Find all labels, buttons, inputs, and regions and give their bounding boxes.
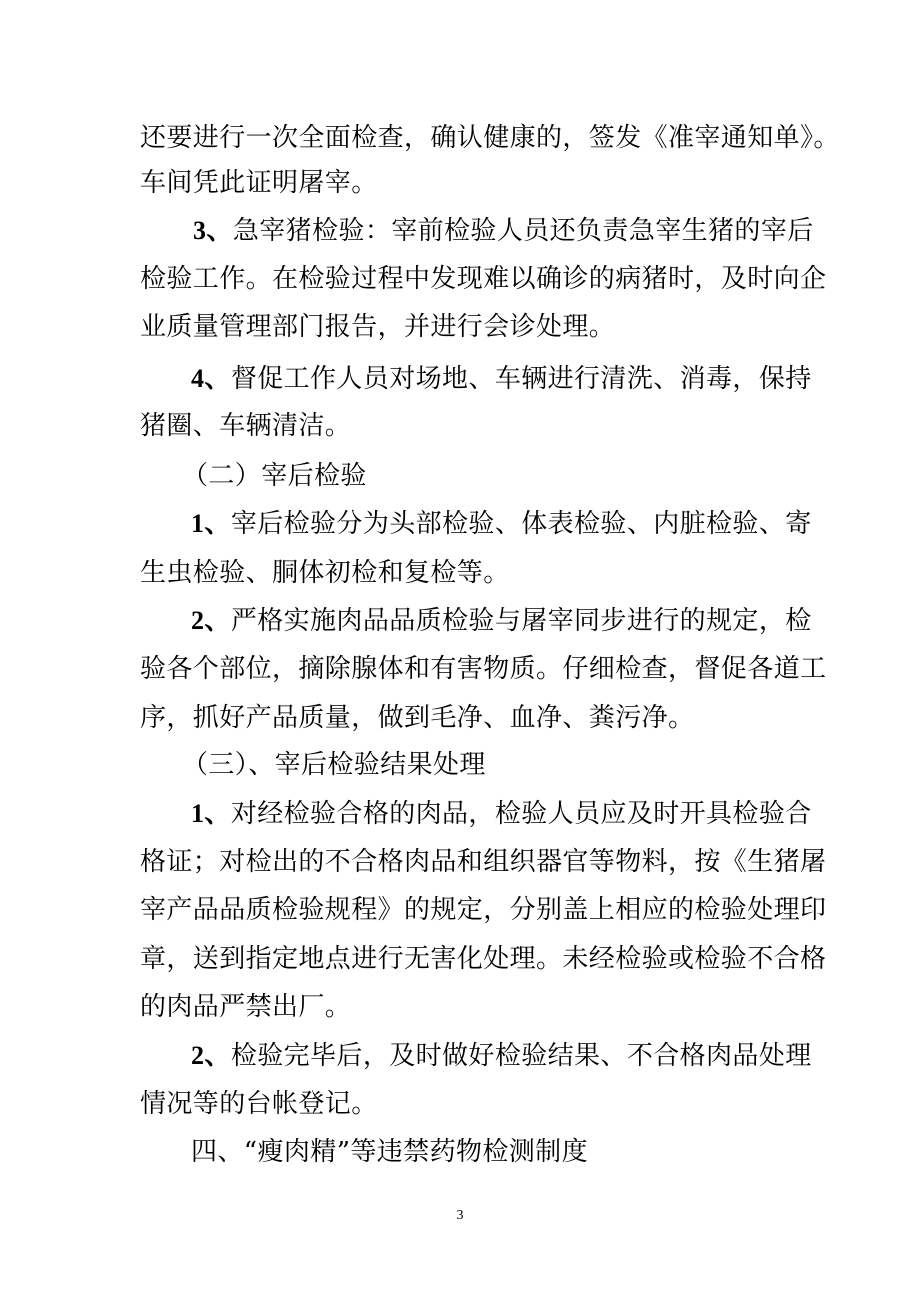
list-number: 1、: [191, 509, 231, 538]
text-line: 验各个部位，摘除腺体和有害物质。仔细检查，督促各道工: [140, 654, 827, 684]
text-line: 猪圈、车辆清洁。: [140, 411, 352, 441]
list-number: 2、: [191, 606, 231, 635]
numbered-paragraph-2: 2、严格实施肉品品质检验与屠宰同步进行的规定，检: [191, 606, 812, 636]
numbered-paragraph-4: 4、督促工作人员对场地、车辆进行清洗、消毒，保持: [191, 364, 812, 394]
text-line: 宰产品品质检验规程》的规定，分别盖上相应的检验处理印: [140, 895, 827, 925]
section-heading-postmortem: （二）宰后检验: [182, 461, 367, 491]
numbered-paragraph-1b: 1、对经检验合格的肉品，检验人员应及时开具检验合: [191, 799, 812, 829]
text-line: 业质量管理部门报告，并进行会诊处理。: [140, 312, 616, 342]
list-number: 3、: [193, 216, 233, 245]
list-number: 1、: [191, 799, 231, 828]
text-line: 格证；对检出的不合格肉品和组织器官等物料，按《生猪屠: [140, 847, 827, 877]
text-line: 章，送到指定地点进行无害化处理。未经检验或检验不合格: [140, 944, 827, 974]
list-number: 2、: [191, 1041, 231, 1070]
text-line: 生虫检验、胴体初检和复检等。: [140, 558, 510, 588]
text-line: 情况等的台帐登记。: [140, 1089, 378, 1119]
numbered-paragraph-1: 1、宰后检验分为头部检验、体表检验、内脏检验、寄: [191, 509, 812, 539]
page-number: 3: [456, 1208, 464, 1223]
list-number: 4、: [191, 364, 231, 393]
section-heading-result-handling: （三）、宰后检验结果处理: [182, 750, 486, 780]
chapter-heading-drug-testing: 四、“瘦肉精”等违禁药物检测制度: [191, 1137, 588, 1167]
numbered-paragraph-3: 3、急宰猪检验：宰前检验人员还负责急宰生猪的宰后: [193, 216, 814, 246]
text-line: 车间凭此证明屠宰。: [140, 168, 378, 198]
numbered-paragraph-2b: 2、检验完毕后，及时做好检验结果、不合格肉品处理: [191, 1041, 812, 1071]
text-line: 的肉品严禁出厂。: [140, 992, 352, 1022]
text-line: 检验工作。在检验过程中发现难以确诊的病猪时，及时向企: [140, 264, 827, 294]
text-line: 序，抓好产品质量，做到毛净、血净、粪污净。: [140, 703, 695, 733]
text-line: 还要进行一次全面检查，确认健康的，签发《准宰通知单》。: [140, 123, 840, 153]
